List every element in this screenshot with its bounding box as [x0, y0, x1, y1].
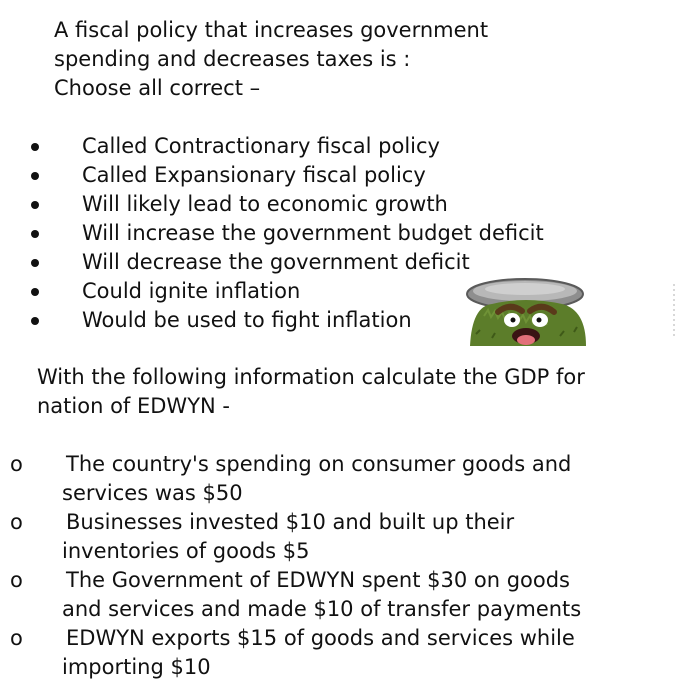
oscar-the-grouch-image: [462, 276, 690, 346]
bullet-icon: [31, 201, 39, 209]
bullet-icon: [31, 259, 39, 267]
question-1-line: Choose all correct –: [54, 76, 261, 100]
info-item: [0, 508, 581, 566]
answer-option-label: Called Contractionary fiscal policy: [82, 134, 440, 158]
info-item-line: and services and made $10 of transfer payments: [62, 597, 582, 621]
info-item: [0, 450, 581, 508]
list-marker-icon: o: [10, 568, 23, 592]
bullet-icon: [31, 143, 39, 151]
question-1-line: A fiscal policy that increases government: [54, 18, 489, 42]
info-item-line: The Government of EDWYN spent $30 on goods: [66, 568, 570, 592]
info-item-line: inventories of goods $5: [62, 539, 310, 563]
answer-option-label: Will likely lead to economic growth: [82, 192, 448, 216]
info-item-line: services was $50: [62, 481, 243, 505]
question-2: [37, 363, 585, 421]
info-item-line: Businesses invested $10 and built up their: [66, 510, 515, 534]
answer-option-label: Will increase the government budget deficit: [82, 221, 544, 245]
list-marker-icon: o: [10, 626, 23, 650]
question-2-line: With the following information calculate the GDP for: [37, 365, 585, 389]
answer-option-label: Will decrease the government deficit: [82, 250, 470, 274]
question-1: [54, 16, 574, 103]
answer-option-label: Would be used to fight inflation: [82, 308, 412, 332]
info-item-line: The country's spending on consumer goods and: [66, 452, 572, 476]
question-2-line: nation of EDWYN -: [37, 394, 230, 418]
question-1-line: spending and decreases taxes is :: [54, 47, 411, 71]
bullet-icon: [31, 230, 39, 238]
bullet-icon: [31, 317, 39, 325]
list-marker-icon: o: [10, 452, 23, 476]
bullet-icon: [31, 288, 39, 296]
info-item-line: importing $10: [62, 655, 211, 679]
answer-option-label: Called Expansionary fiscal policy: [82, 163, 426, 187]
info-item-line: EDWYN exports $15 of goods and services while: [66, 626, 575, 650]
info-item: [0, 624, 581, 682]
info-item: [0, 566, 581, 624]
bullet-icon: [31, 172, 39, 180]
gdp-information-list: [0, 450, 581, 682]
answer-option-label: Could ignite inflation: [82, 279, 301, 303]
list-marker-icon: o: [10, 510, 23, 534]
